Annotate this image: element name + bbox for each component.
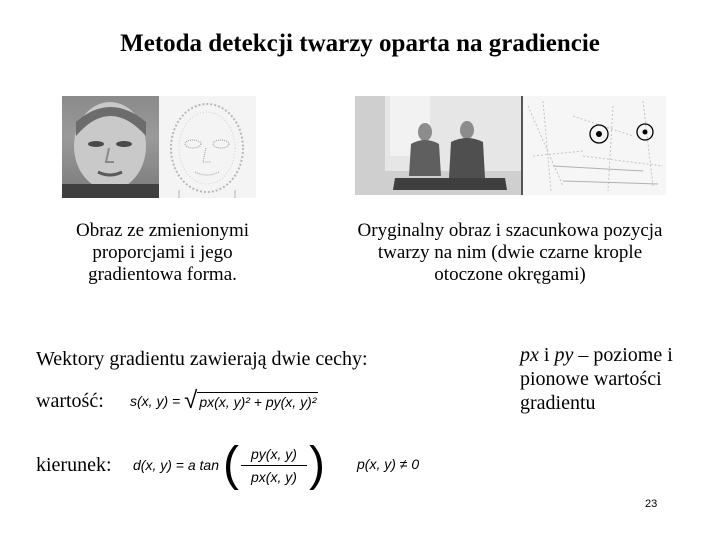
direction-lhs: d(x, y) = a tan — [133, 457, 219, 473]
right-paren-icon: ) — [308, 438, 325, 491]
original-photo — [355, 96, 521, 195]
fraction-bar — [241, 465, 307, 466]
sqrt-icon: √ — [184, 387, 198, 414]
direction-condition: p(x, y) ≠ 0 — [357, 456, 420, 472]
note-conj: i — [538, 344, 555, 366]
slide-title: Metoda detekcji twarzy oparta na gradiencie — [120, 30, 600, 57]
gradient-intro: Wektory gradientu zawierają dwie cechy: — [36, 348, 368, 370]
face-photo — [62, 96, 159, 198]
magnitude-radicand: px(x, y)² + py(x, y)² — [199, 394, 317, 410]
direction-label: kierunek: — [36, 454, 112, 476]
detected-faces-gradient-image — [523, 96, 666, 195]
direction-numerator: py(x, y) — [251, 445, 297, 462]
page-number: 23 — [645, 498, 658, 510]
right-figure-caption: Oryginalny obraz i szacunkowa pozycja twarzy na nim (dwie czarne krople otoczone okręgami) — [357, 220, 663, 285]
note-px: px — [520, 344, 539, 366]
gradient-note — [520, 343, 700, 415]
magnitude-lhs: s(x, y) = — [130, 393, 181, 409]
direction-formula — [133, 438, 325, 492]
note-rest: – poziome i pionowe wartości gradientu — [520, 344, 673, 414]
face-gradient-image — [159, 96, 256, 198]
direction-fraction — [241, 446, 307, 485]
direction-denominator: px(x, y) — [251, 468, 297, 485]
magnitude-label: wartość: — [36, 390, 104, 412]
magnitude-formula — [130, 386, 318, 416]
left-paren-icon: ( — [222, 438, 239, 491]
left-figure-caption: Obraz ze zmienionymi proporcjami i jego gradientowa forma. — [75, 220, 250, 285]
note-py: py — [554, 344, 574, 366]
